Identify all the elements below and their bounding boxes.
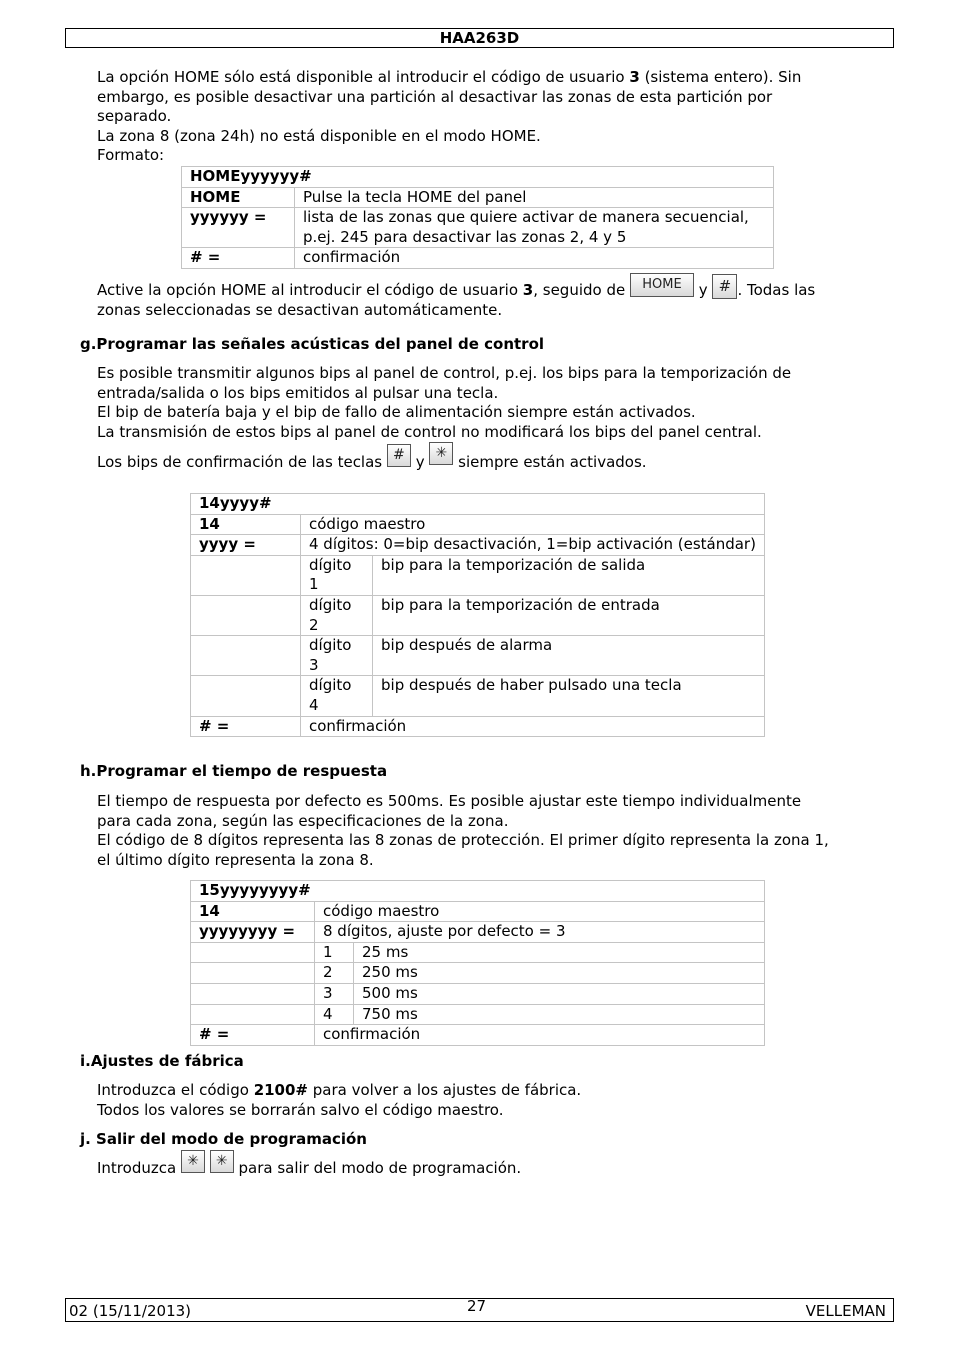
text: Active la opción HOME al introducir el código de usuario [97, 281, 523, 299]
beep-format-table [190, 493, 765, 737]
digit-cell: dígito 1 [301, 555, 373, 595]
table-row [191, 1025, 765, 1046]
option-number: 3 [315, 983, 354, 1004]
home-activate-paragraph [97, 277, 892, 320]
table-value: confirmación [301, 716, 765, 737]
text: El código de 8 dígitos representa las 8 zonas de protección. El primer dígito representa la zona 1, [97, 831, 829, 850]
text: y [415, 453, 425, 471]
empty-cell [191, 676, 301, 716]
section-j-heading: j. Salir del modo de programación [80, 1130, 367, 1148]
table-value: código maestro [315, 901, 765, 922]
page-number: 27 [467, 1297, 487, 1315]
hash-key-icon: # [387, 444, 411, 467]
table-title: 14yyyy# [191, 494, 765, 515]
star-key-icon: ✳ [429, 442, 453, 465]
text: siempre están activados. [458, 453, 647, 471]
intro-text: La opción HOME sólo está disponible al introducir el código de usuario [97, 68, 630, 86]
table-key: yyyyyyyy = [191, 922, 315, 943]
table-value: Pulse la tecla HOME del panel [295, 187, 774, 208]
table-row [182, 187, 774, 208]
text: para volver a los ajustes de fábrica. [308, 1081, 582, 1099]
text: La transmisión de estos bips al panel de control no modificará los bips del panel central. [97, 422, 762, 441]
text: el último dígito representa la zona 8. [97, 850, 374, 869]
table-row [191, 716, 765, 737]
section-g-keys-line [97, 445, 892, 473]
option-value: 25 ms [354, 942, 765, 963]
digit-cell: dígito 4 [301, 676, 373, 716]
table-row [191, 535, 765, 556]
table-key: yyyy = [191, 535, 301, 556]
table-value: lista de las zonas que quiere activar de manera secuencial, p.ej. 245 para desactivar las zonas 2, 4 y 5 [295, 208, 774, 248]
text: Introduzca el código [97, 1081, 254, 1099]
text: zonas seleccionadas se desactivan automáticamente. [97, 300, 503, 319]
table-value: 4 dígitos: 0=bip desactivación, 1=bip activación (estándar) [301, 535, 765, 556]
home-format-table [181, 166, 774, 269]
digit-desc: bip después de haber pulsado una tecla [373, 676, 765, 716]
text: Los bips de confirmación de las teclas [97, 453, 383, 471]
intro-line-4: La zona 8 (zona 24h) no está disponible en el modo HOME. [97, 126, 541, 145]
intro-line-2: embargo, es posible desactivar una partición al desactivar las zonas de esta partición por [97, 87, 773, 106]
table-key: # = [191, 1025, 315, 1046]
empty-cell [191, 595, 301, 635]
table-value: código maestro [301, 514, 765, 535]
footer-version: 02 (15/11/2013) [69, 1302, 192, 1320]
section-g-heading: g.Programar las señales acústicas del panel de control [80, 335, 545, 353]
intro-text-end: (sistema entero). Sin [639, 68, 802, 86]
text: entrada/salida o los bips emitidos al pulsar una tecla. [97, 383, 499, 402]
table-value: 8 dígitos, ajuste por defecto = 3 [315, 922, 765, 943]
intro-line-3: separado. [97, 107, 172, 126]
intro-code: 3 [629, 68, 640, 86]
table-value: confirmación [295, 248, 774, 269]
empty-cell [191, 983, 315, 1004]
table-row [191, 555, 765, 595]
table-row [191, 636, 765, 676]
table-row [191, 595, 765, 635]
table-row [182, 248, 774, 269]
table-title: HOMEyyyyyy# [182, 167, 774, 188]
header-title: HAA263D [65, 28, 894, 48]
table-row [191, 922, 765, 943]
section-h-paragraph [97, 792, 892, 870]
text: para cada zona, según las especificaciones de la zona. [97, 811, 509, 830]
table-key: 14 [191, 901, 315, 922]
text: , seguido de [533, 281, 626, 299]
table-row [191, 1004, 765, 1025]
digit-cell: dígito 3 [301, 636, 373, 676]
star-key-icon: ✳ [181, 1150, 205, 1173]
text: . Todas las [737, 281, 816, 299]
empty-cell [191, 636, 301, 676]
table-key: HOME [182, 187, 295, 208]
option-number: 1 [315, 942, 354, 963]
table-key: # = [191, 716, 301, 737]
section-i-paragraph [97, 1081, 892, 1120]
table-key: 14 [191, 514, 301, 535]
digit-cell: dígito 2 [301, 595, 373, 635]
intro-paragraph [97, 68, 892, 166]
empty-cell [191, 942, 315, 963]
text: Introduzca [97, 1159, 177, 1177]
table-row [191, 514, 765, 535]
empty-cell [191, 555, 301, 595]
digit-desc: bip para la temporización de entrada [373, 595, 765, 635]
empty-cell [191, 963, 315, 984]
home-key-icon: HOME [630, 273, 694, 297]
section-h-heading: h.Programar el tiempo de respuesta [80, 762, 388, 780]
intro-line-5: Formato: [97, 146, 165, 165]
footer-brand: VELLEMAN [805, 1302, 886, 1320]
user-code: 3 [522, 281, 534, 299]
text: Todos los valores se borrarán salvo el código maestro. [97, 1100, 504, 1119]
option-number: 2 [315, 963, 354, 984]
table-row [191, 901, 765, 922]
digit-desc: bip para la temporización de salida [373, 555, 765, 595]
text: y [698, 281, 708, 299]
table-row [191, 983, 765, 1004]
hash-key-icon: # [712, 274, 737, 299]
section-j-paragraph [97, 1153, 892, 1179]
section-g-paragraph [97, 364, 892, 442]
text: El tiempo de respuesta por defecto es 500ms. Es posible ajustar este tiempo individualmente [97, 792, 802, 810]
section-i-heading: i.Ajustes de fábrica [80, 1052, 244, 1070]
option-value: 250 ms [354, 963, 765, 984]
table-row [191, 676, 765, 716]
option-number: 4 [315, 1004, 354, 1025]
table-key: # = [182, 248, 295, 269]
table-value: confirmación [315, 1025, 765, 1046]
text: Es posible transmitir algunos bips al panel de control, p.ej. los bips para la temporización de [97, 364, 792, 382]
table-row [182, 208, 774, 248]
empty-cell [191, 1004, 315, 1025]
table-row [191, 942, 765, 963]
option-value: 750 ms [354, 1004, 765, 1025]
response-format-table [190, 880, 765, 1046]
text: para salir del modo de programación. [238, 1159, 522, 1177]
digit-desc: bip después de alarma [373, 636, 765, 676]
table-row [191, 963, 765, 984]
table-key: yyyyyy = [182, 208, 295, 248]
option-value: 500 ms [354, 983, 765, 1004]
text: El bip de batería baja y el bip de fallo de alimentación siempre están activados. [97, 403, 696, 422]
table-title: 15yyyyyyyy# [191, 881, 765, 902]
factory-code: 2100# [253, 1081, 309, 1099]
star-key-icon: ✳ [210, 1150, 234, 1173]
